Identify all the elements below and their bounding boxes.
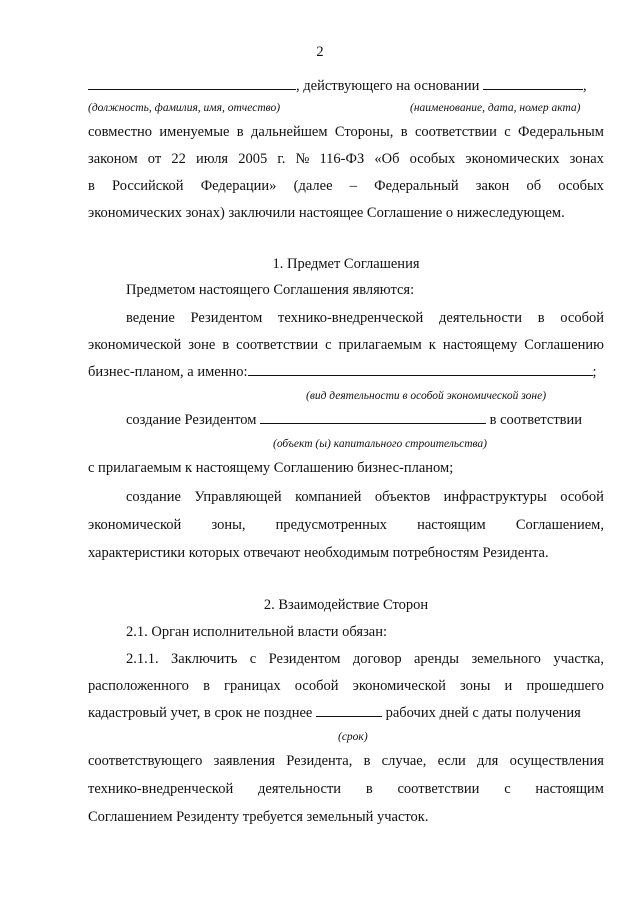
page-number: 2 xyxy=(316,44,324,60)
word: Стороны, xyxy=(334,124,394,140)
word: создание xyxy=(126,489,181,505)
word: технико-внедренческой xyxy=(278,310,424,326)
section-1-p4-line-2 xyxy=(88,516,604,534)
item-2-1-1-line-1 xyxy=(126,650,604,668)
word: зоны xyxy=(460,678,491,694)
blank-act-name xyxy=(483,77,583,90)
word: зоне xyxy=(188,337,216,353)
word: экономических xyxy=(465,151,560,167)
intro-line-1 xyxy=(88,77,587,95)
hint-act: (наименование, дата, номер акта) xyxy=(410,102,581,114)
blank-activity-type xyxy=(248,363,593,376)
in-accordance-text: в соответствии xyxy=(489,412,583,428)
intro-line-2 xyxy=(88,123,604,141)
item-2-1-1-line-3 xyxy=(88,704,581,722)
word: осуществления xyxy=(509,753,604,769)
word: особой xyxy=(560,310,604,326)
hint-position: (должность, фамилия, имя, отчество) xyxy=(88,102,281,114)
word: Резидентом xyxy=(190,310,263,326)
item-2-1: 2.1. Орган исполнительной власти обязан: xyxy=(126,624,388,640)
section-1-p2-line-3-end: ; xyxy=(592,364,597,380)
word: настоящим xyxy=(417,517,486,533)
word: именуемые xyxy=(159,124,230,140)
word: аренды xyxy=(414,651,460,667)
word: (далее xyxy=(293,178,333,194)
word: и xyxy=(504,678,513,694)
word: особых xyxy=(409,151,456,167)
working-days-text: рабочих дней с даты получения xyxy=(385,705,581,721)
hint-capital-object: (объект (ы) капитального строительства) xyxy=(273,438,488,450)
word: в xyxy=(203,678,210,694)
word: земельного xyxy=(471,651,541,667)
word: с xyxy=(325,337,332,353)
word: прилагаемым xyxy=(338,337,422,353)
word: соответствии xyxy=(414,124,497,140)
word: Соглашению xyxy=(524,337,604,353)
word: прошедшего xyxy=(526,678,604,694)
word: Резидента, xyxy=(286,753,353,769)
word: Заключить xyxy=(171,651,238,667)
section-1-p3-line-1 xyxy=(126,411,582,429)
word: в xyxy=(400,124,408,140)
word: договор xyxy=(352,651,402,667)
intro-line-4 xyxy=(88,177,604,195)
item-2-1-1-line-2 xyxy=(88,677,604,695)
word: заявления xyxy=(213,753,276,769)
word: экономической xyxy=(352,678,446,694)
word: особой xyxy=(560,489,604,505)
word: участка, xyxy=(553,651,604,667)
section-2-heading: 2. Взаимодействие Сторон xyxy=(263,597,429,613)
word: 2.1.1. xyxy=(126,651,159,667)
word: границах xyxy=(224,678,281,694)
item-2-1-1-line-5 xyxy=(88,780,604,798)
intro-line-5: экономических зонах) заключили настоящее Соглашение о нижеследующем. xyxy=(88,205,565,221)
word: соответствии xyxy=(236,337,319,353)
item-2-1-1-line-4 xyxy=(88,752,604,770)
business-plan-text: бизнес-планом, а именно: xyxy=(88,364,248,380)
word: особой xyxy=(294,678,339,694)
word: экономической xyxy=(88,517,182,533)
section-1-p3-line-2: с прилагаемым к настоящему Соглашению бизнес-планом; xyxy=(88,460,454,476)
word: Федеральным xyxy=(518,124,604,140)
word: Федеральный xyxy=(374,178,459,194)
word: объектов xyxy=(374,489,431,505)
word: Российской xyxy=(112,178,184,194)
word: в xyxy=(363,753,371,769)
word: ведение xyxy=(126,310,175,326)
word: Управляющей xyxy=(194,489,282,505)
item-2-1-1-line-6: Соглашением Резиденту требуется земельный участок. xyxy=(88,809,429,825)
word: 2005 xyxy=(238,151,268,167)
intro-line-3 xyxy=(88,150,604,168)
word: расположенного xyxy=(88,678,189,694)
intro-line-1-end: , xyxy=(582,78,587,94)
word: совместно xyxy=(88,124,153,140)
word: соответствующего xyxy=(88,753,203,769)
word: – xyxy=(349,178,357,194)
word: для xyxy=(477,753,499,769)
word: «Об xyxy=(374,151,400,167)
blank-position-name xyxy=(88,77,296,90)
word: 116-ФЗ xyxy=(319,151,365,167)
word: предусмотренных xyxy=(275,517,387,533)
word: в xyxy=(88,178,95,194)
word: законом xyxy=(88,151,138,167)
section-1-p2-line-2 xyxy=(88,336,604,354)
word: экономической xyxy=(88,337,182,353)
word: Соглашением, xyxy=(515,517,604,533)
cadastral-text: кадастровый учет, в срок не позднее xyxy=(88,705,313,721)
word: инфраструктуры xyxy=(443,489,547,505)
section-1-p4-line-3: характеристики которых отвечают необходимым потребностям Резидента. xyxy=(88,545,549,561)
word: дальнейшем xyxy=(250,124,328,140)
word: в xyxy=(537,310,545,326)
word: настоящему xyxy=(442,337,518,353)
section-1-p2-line-3 xyxy=(88,363,597,381)
word: об xyxy=(526,178,542,194)
word: технико-внедренческой xyxy=(88,781,234,797)
hint-term: (срок) xyxy=(338,731,368,743)
word: деятельности xyxy=(439,310,523,326)
word: зоны, xyxy=(211,517,246,533)
intro-text-basis: , действующего на основании xyxy=(296,78,480,94)
section-1-intro: Предметом настоящего Соглашения являются: xyxy=(126,282,415,298)
word: 22 xyxy=(171,151,186,167)
word: Федерации» xyxy=(200,178,277,194)
creation-by-resident-text: создание Резидентом xyxy=(126,412,257,428)
word: в xyxy=(222,337,230,353)
word: деятельности xyxy=(258,781,342,797)
hint-activity-type: (вид деятельности в особой экономической зоне) xyxy=(306,390,547,402)
word: настоящим xyxy=(535,781,604,797)
section-1-heading: 1. Предмет Соглашения xyxy=(272,256,420,272)
word: к xyxy=(428,337,436,353)
word: соответствии xyxy=(397,781,480,797)
word: с xyxy=(249,651,257,667)
word: в xyxy=(236,124,244,140)
word: г. xyxy=(277,151,286,167)
word: от xyxy=(147,151,162,167)
word: № xyxy=(295,151,310,167)
word: компанией xyxy=(295,489,362,505)
section-1-p4-line-1 xyxy=(126,488,604,506)
word: Резидентом xyxy=(268,651,341,667)
word: зонах xyxy=(569,151,604,167)
word: закон xyxy=(475,178,510,194)
word: если xyxy=(437,753,466,769)
word: июля xyxy=(195,151,229,167)
word: особых xyxy=(558,178,604,194)
word: в xyxy=(365,781,373,797)
word: с xyxy=(504,124,511,140)
blank-term xyxy=(316,704,382,717)
section-1-p2-line-1 xyxy=(126,309,604,327)
word: случае, xyxy=(381,753,427,769)
word: с xyxy=(504,781,511,797)
blank-capital-object xyxy=(260,411,486,424)
